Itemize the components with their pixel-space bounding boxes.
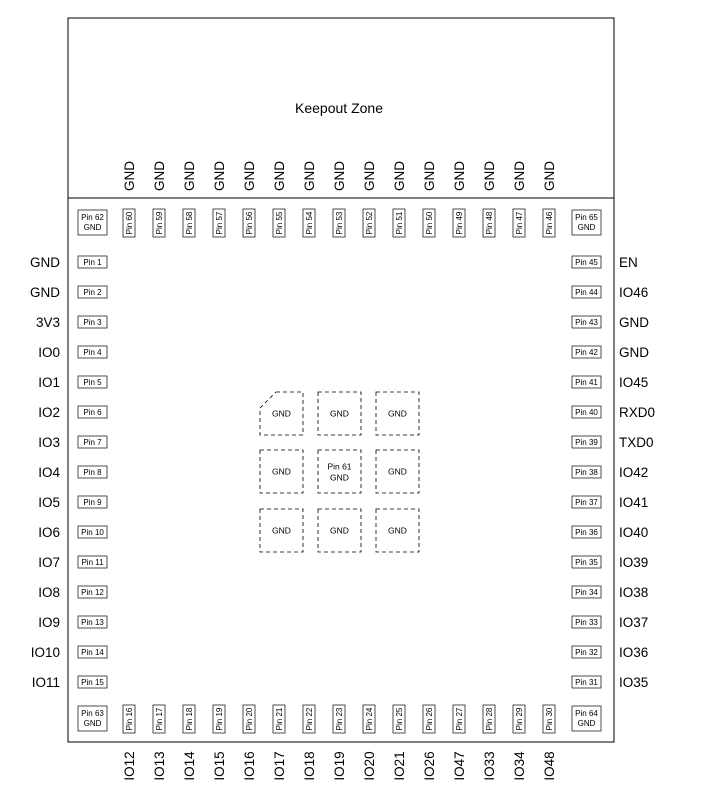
pin-number: Pin 36 [575,528,598,537]
pin-number: Pin 57 [215,211,224,235]
pin-number: Pin 13 [81,618,104,627]
pad-label: GND [330,525,349,536]
signal-label: IO26 [422,751,437,781]
pin-number: Pin 46 [545,211,554,235]
pad-label: GND [330,408,349,419]
top-pin-row [122,161,557,237]
pin-number: Pin 22 [305,707,314,731]
signal-label: IO15 [212,751,227,781]
pin-number: Pin 37 [575,498,598,507]
pad-label: GND [388,525,407,536]
signal-label: RXD0 [619,405,656,420]
signal-label: GND [302,161,317,191]
pin-number: Pin 65 [575,213,598,222]
signal-label: GND [577,223,596,232]
pad-label: GND [272,408,291,419]
signal-label: IO45 [619,375,649,390]
signal-label: IO10 [30,645,60,660]
pin-number: Pin 15 [81,678,104,687]
signal-label: GND [577,719,596,728]
signal-label: GND [212,161,227,191]
signal-label: GND [122,161,137,191]
pin-number: Pin 8 [83,468,102,477]
signal-label: IO2 [38,405,60,420]
pin-number: Pin 63 [81,709,104,718]
module-outline [68,18,614,742]
signal-label: IO7 [38,555,60,570]
signal-label: IO34 [512,751,527,781]
signal-label: IO20 [362,751,377,781]
pin-number: Pin 49 [455,211,464,235]
signal-label: GND [392,161,407,191]
signal-label: GND [482,161,497,191]
signal-label: IO16 [242,751,257,781]
pad-label: GND [388,408,407,419]
pad-label: GND [388,466,407,477]
signal-label: IO0 [38,345,60,360]
signal-label: IO9 [38,615,60,630]
signal-label: IO8 [38,585,60,600]
gnd-pad [318,450,361,493]
pin-number: Pin 18 [185,707,194,731]
pin-number: Pin 33 [575,618,598,627]
pin-number: Pin 42 [575,348,598,357]
pin-number: Pin 64 [575,709,598,718]
pin-number: Pin 47 [515,211,524,235]
signal-label: IO33 [482,751,497,781]
pin-number: Pin 58 [185,211,194,235]
pin-number: Pin 6 [83,408,102,417]
signal-label: GND [452,161,467,191]
signal-label: GND [30,255,60,270]
signal-label: IO42 [619,465,649,480]
pin-number: Pin 9 [83,498,102,507]
pin-number: Pin 55 [275,211,284,235]
signal-label: GND [182,161,197,191]
pin-number: Pin 53 [335,211,344,235]
pin-number: Pin 44 [575,288,598,297]
signal-label: IO47 [452,751,467,781]
signal-label: IO21 [392,751,407,781]
signal-label: IO17 [272,751,287,781]
signal-label: IO6 [38,525,60,540]
pin-number: Pin 39 [575,438,598,447]
signal-label: IO48 [542,751,557,781]
signal-label: IO35 [619,675,649,690]
signal-label: IO37 [619,615,649,630]
signal-label: GND [242,161,257,191]
pin-number: Pin 2 [83,288,102,297]
pin-number: Pin 12 [81,588,104,597]
pin-number: Pin 28 [485,707,494,731]
signal-label: GND [619,315,649,330]
pin-number: Pin 40 [575,408,598,417]
signal-label: IO5 [38,495,60,510]
pad-label: GND [272,466,291,477]
pin-number: Pin 29 [515,707,524,731]
signal-label: GND [152,161,167,191]
signal-label: IO4 [38,465,60,480]
pin-number: Pin 50 [425,211,434,235]
pin-number: Pin 30 [545,707,554,731]
signal-label: IO3 [38,435,60,450]
signal-label: GND [542,161,557,191]
pin-number: Pin 14 [81,648,104,657]
pin-number: Pin 41 [575,378,598,387]
signal-label: IO40 [619,525,649,540]
signal-label: IO12 [122,751,137,781]
pin-number: Pin 23 [335,707,344,731]
signal-label: GND [30,285,60,300]
pin-number: Pin 19 [215,707,224,731]
signal-label: IO1 [38,375,60,390]
pin-number: Pin 4 [83,348,102,357]
center-ground-pads [260,392,419,552]
pin-number: Pin 1 [83,258,102,267]
bottom-pin-row [122,705,557,781]
signal-label: IO38 [619,585,649,600]
signal-label: GND [83,719,102,728]
pad-label: GND [330,472,349,483]
signal-label: IO14 [182,751,197,781]
pin-number: Pin 54 [305,211,314,235]
signal-label: GND [619,345,649,360]
pin-number: Pin 62 [81,213,104,222]
signal-label: IO46 [619,285,649,300]
signal-label: IO18 [302,751,317,781]
pin-number: Pin 7 [83,438,102,447]
pad-label: GND [272,525,291,536]
pin-number: Pin 43 [575,318,598,327]
pin-number: Pin 21 [275,707,284,731]
pin-number: Pin 25 [395,707,404,731]
pin-number: Pin 10 [81,528,104,537]
signal-label: IO11 [31,675,60,690]
pin-number: Pin 52 [365,211,374,235]
pin-number: Pin 5 [83,378,102,387]
signal-label: GND [512,161,527,191]
pin-number: Pin 3 [83,318,102,327]
pin-number: Pin 38 [575,468,598,477]
pin-number: Pin 16 [125,707,134,731]
signal-label: IO13 [152,751,167,781]
pin-number: Pin 24 [365,707,374,731]
signal-label: GND [332,161,347,191]
pin-number: Pin 27 [455,707,464,731]
pin-number: Pin 26 [425,707,434,731]
pin-number: Pin 60 [125,211,134,235]
keepout-zone-label: Keepout Zone [295,100,383,116]
pin-number: Pin 48 [485,211,494,235]
signal-label: EN [619,255,638,270]
signal-label: IO41 [619,495,649,510]
signal-label: IO39 [619,555,649,570]
pin-number: Pin 31 [575,678,598,687]
signal-label: GND [272,161,287,191]
pin-number: Pin 59 [155,211,164,235]
signal-label: GND [83,223,102,232]
pin-number: Pin 56 [245,211,254,235]
pin-number: Pin 32 [575,648,598,657]
signal-label: IO19 [332,751,347,781]
signal-label: GND [362,161,377,191]
pin-number: Pin 20 [245,707,254,731]
pin-number: Pin 35 [575,558,598,567]
signal-label: 3V3 [35,315,60,330]
pad-pin-number: Pin 61 [327,461,352,472]
pin-number: Pin 51 [395,211,404,235]
pin-number: Pin 17 [155,707,164,731]
pin-number: Pin 45 [575,258,598,267]
signal-label: TXD0 [619,435,654,450]
signal-label: IO36 [619,645,649,660]
pin-number: Pin 34 [575,588,598,597]
signal-label: GND [422,161,437,191]
pin-number: Pin 11 [81,558,104,567]
